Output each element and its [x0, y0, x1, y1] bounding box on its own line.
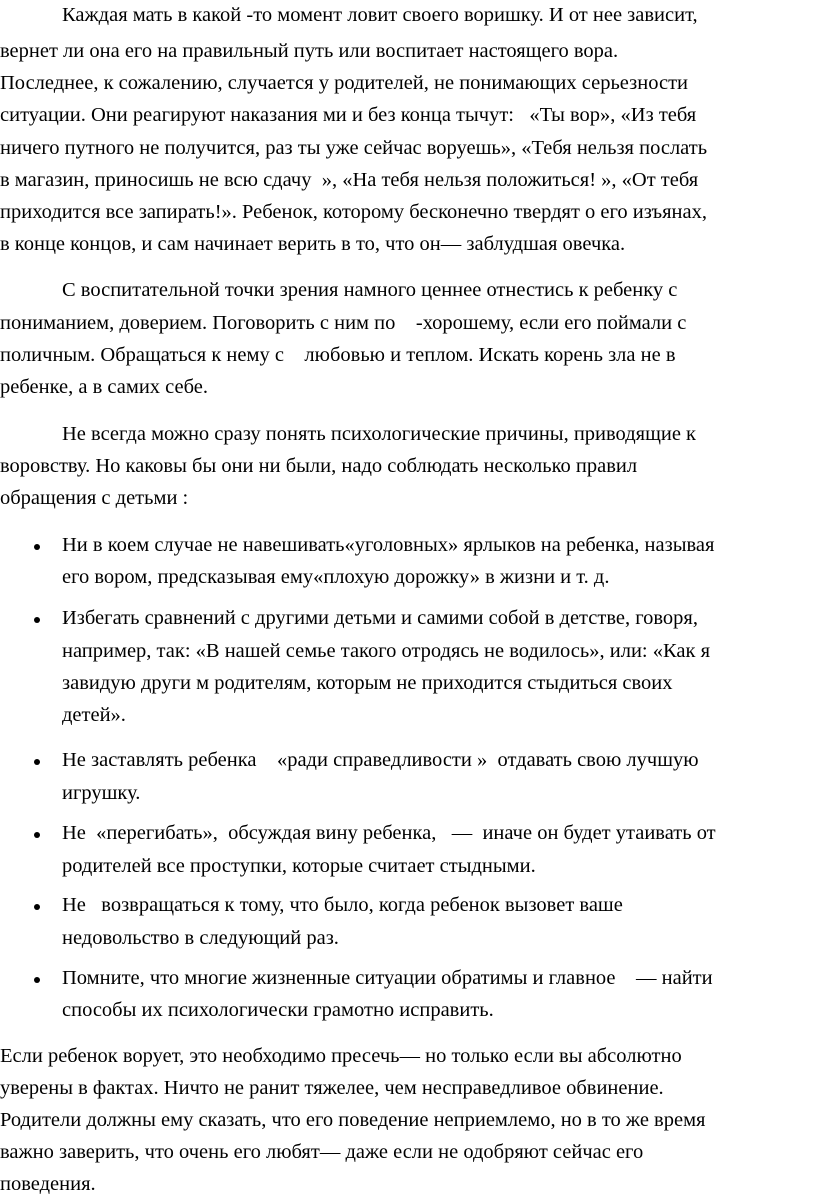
list-item-line: Помните, что многие жизненные ситуации обратимы и главное — найти: [62, 967, 713, 989]
list-item-line: Не заставлять ребенка «ради справедливости » отдавать свою лучшую: [62, 749, 699, 771]
paragraph-line: важно заверить, что очень его любят— даже если не одобряют сейчас его: [0, 1141, 644, 1163]
list-item-line: его вором, предсказывая ему«плохую дорожку» в жизни и т. д.: [62, 566, 610, 588]
paragraph-line: Родители должны ему сказать, что его поведение неприемлемо, но в то же время: [0, 1109, 706, 1131]
list-item-line: завидую други м родителям, которым не приходится стыдиться своих: [62, 672, 673, 694]
paragraph-line: Не всегда можно сразу понять психологические причины, приводящие к: [62, 423, 697, 445]
list-item-line: Не возвращаться к тому, что было, когда ребенок вызовет ваше: [62, 894, 623, 916]
paragraph-line: поведения.: [0, 1173, 96, 1194]
paragraph-line: Если ребенок ворует, это необходимо пресечь— но только если вы абсолютно: [0, 1045, 682, 1067]
paragraph-line: Последнее, к сожалению, случается у родителей, не понимающих серьезности: [0, 72, 689, 94]
list-item-line: Ни в коем случае не навешивать«уголовных» ярлыков на ребенка, называя: [62, 534, 715, 556]
bullet-icon: [34, 977, 40, 983]
paragraph-line: Каждая мать в какой -то момент ловит своего воришку. И от нее зависит,: [62, 4, 698, 26]
bullet-icon: [34, 904, 40, 910]
bullet-icon: [34, 832, 40, 838]
bullet-icon: [34, 544, 40, 550]
list-item-line: игрушку.: [62, 782, 141, 804]
paragraph-line: поличным. Обращаться к нему с любовью и теплом. Искать корень зла не в: [0, 344, 676, 366]
paragraph-line: ситуации. Они реагируют наказания ми и без конца тычут: «Ты вор», «Из тебя: [0, 104, 697, 126]
list-item-line: Избегать сравнений с другими детьми и самими собой в детстве, говоря,: [62, 607, 698, 629]
list-item-line: Не «перегибать», обсуждая вину ребенка, — иначе он будет утаивать от: [62, 822, 716, 844]
list-item-line: способы их психологически грамотно исправить.: [62, 999, 494, 1021]
paragraph-line: вернет ли она его на правильный путь или воспитает настоящего вора.: [0, 40, 619, 62]
paragraph-line: в конце концов, и сам начинает верить в то, что он— заблудшая овечка.: [0, 233, 626, 255]
paragraph-line: С воспитательной точки зрения намного ценнее отнестись к ребенку с: [62, 279, 678, 301]
bullet-icon: [34, 759, 40, 765]
paragraph-line: обращения с детьми :: [0, 487, 189, 509]
bullet-icon: [34, 617, 40, 623]
paragraph-line: приходится все запирать!». Ребенок, которому бесконечно твердят о его изъянах,: [0, 201, 707, 223]
list-item-line: детей».: [62, 704, 126, 726]
paragraph-line: ребенке, а в самих себе.: [0, 376, 209, 398]
list-item-line: недовольство в следующий раз.: [62, 927, 339, 949]
paragraph-line: в магазин, приносишь не всю сдачу », «На тебя нельзя положиться! », «От тебя: [0, 169, 699, 191]
paragraph-line: воровству. Но каковы бы они ни были, надо соблюдать несколько правил: [0, 455, 638, 477]
paragraph-line: уверены в фактах. Ничто не ранит тяжелее, чем несправедливое обвинение.: [0, 1077, 664, 1099]
list-item-line: например, так: «В нашей семье такого отродясь не водилось», или: «Как я: [62, 640, 711, 662]
list-item-line: родителей все проступки, которые считает стыдными.: [62, 855, 536, 877]
paragraph-line: пониманием, доверием. Поговорить с ним по -хорошему, если его поймали с: [0, 312, 687, 334]
paragraph-line: ничего путного не получится, раз ты уже сейчас воруешь», «Тебя нельзя послать: [0, 137, 708, 159]
